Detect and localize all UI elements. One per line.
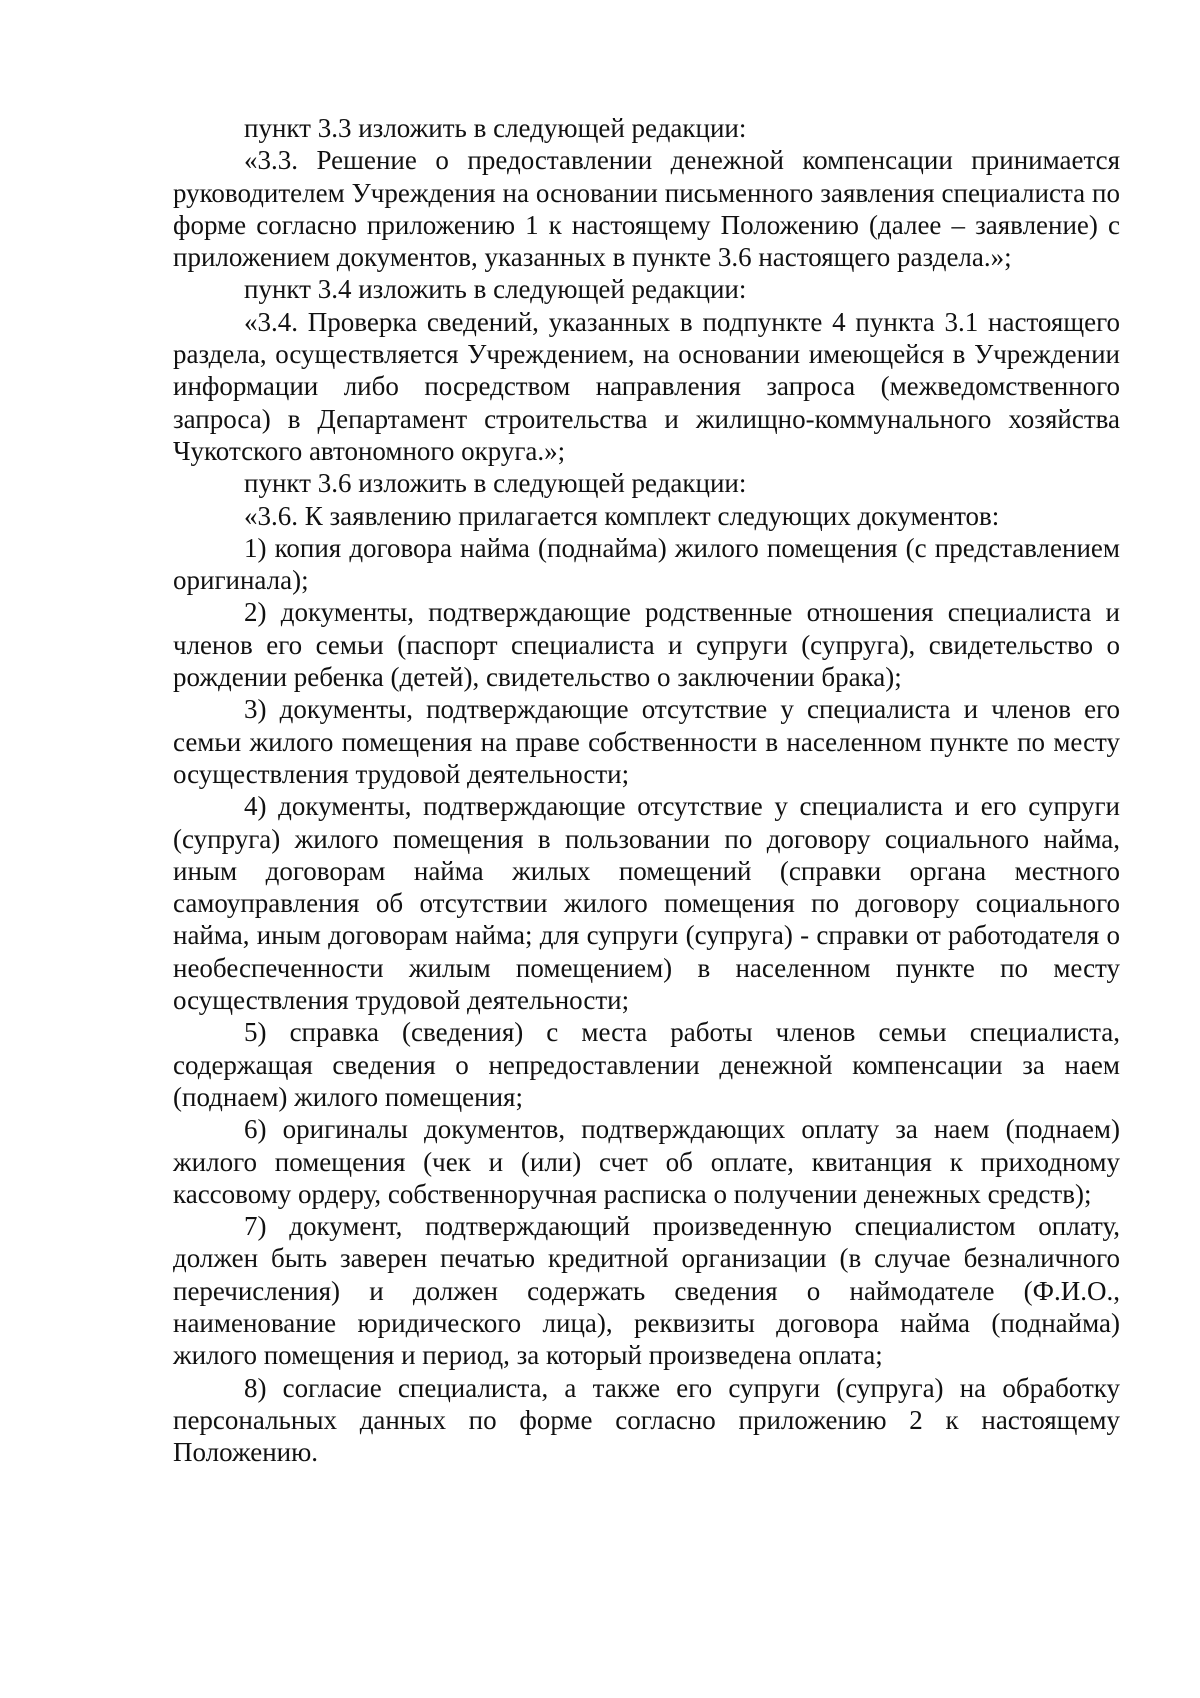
paragraph-amend-3-3: пункт 3.3 изложить в следующей редакции: [244, 113, 747, 143]
paragraph-3-3-text: «3.3. Решение о предоставлении денежной компенсации принимается руководителем Учреждения на основании письменного заявления специалиста по форме согласно приложению 1 к настоящему Положению (далее – заявление) с приложением документов, указанных в пункте 3.6 настоящего раздела.»; [173, 145, 1120, 273]
paragraph-amend-3-4: пункт 3.4 изложить в следующей редакции: [244, 274, 747, 305]
list-item-2: 2) документы, подтверждающие родственные отношения специалиста и членов его семьи (паспорт специалиста и супруги (супруга), свидетельство о рождении ребенка (детей), свидетельство о заключении брака); [173, 597, 1120, 693]
paragraph-3-6-text: «3.6. К заявлению прилагается комплект следующих документов: [244, 500, 1000, 531]
paragraph-amend-3-6: пункт 3.6 изложить в следующей редакции: [244, 468, 747, 499]
list-item-3: 3) документы, подтверждающие отсутствие у специалиста и членов его семьи жилого помещения на праве собственности в населенном пункте по месту осуществления трудовой деятельности; [173, 694, 1120, 789]
document-page [173, 112, 1120, 1468]
paragraph-3-4-text: «3.4. Проверка сведений, указанных в подпункте 4 пункта 3.1 настоящего раздела, осуществляется Учреждением, на основании имеющейся в Учреждении информации либо посредством направления запроса (межведомственного запроса) в Департамент строительства и жилищно-коммунального хозяйства Чукотского автономного округа.»; [173, 306, 1120, 466]
list-item-6: 6) оригиналы документов, подтверждающих оплату за наем (поднаем) жилого помещения (чек и (или) счет об оплате, квитанция к приходному кассовому ордеру, собственноручная расписка о получении денежных средств); [173, 1114, 1120, 1209]
list-item-7: 7) документ, подтверждающий произведенную специалистом оплату, должен быть заверен печатью кредитной организации (в случае безналичного перечисления) и должен содержать сведения о наймодателе (Ф.И.О., наименование юридического лица), реквизиты договора найма (поднайма) жилого помещения и период, за который произведена оплата; [173, 1211, 1120, 1371]
list-item-8: 8) согласие специалиста, а также его супруги (супруга) на обработку персональных данных по форме согласно приложению 2 к настоящему Положению. [173, 1372, 1120, 1468]
list-item-4: 4) документы, подтверждающие отсутствие у специалиста и его супруги (супруга) жилого помещения в пользовании по договору социального найма, иным договорам найма жилых помещений (справки органа местного самоуправления об отсутствии жилого помещения по договору социального найма, иным договорам найма; для супруги (супруга) - справки от работодателя о необеспеченности жилым помещением) в населенном пункте по месту осуществления трудовой деятельности; [173, 791, 1120, 1016]
list-item-5: 5) справка (сведения) с места работы членов семьи специалиста, содержащая сведения о непредоставлении денежной компенсации за наем (поднаем) жилого помещения; [173, 1017, 1120, 1112]
list-item-1: 1) копия договора найма (поднайма) жилого помещения (с представлением оригинала); [173, 532, 1120, 596]
